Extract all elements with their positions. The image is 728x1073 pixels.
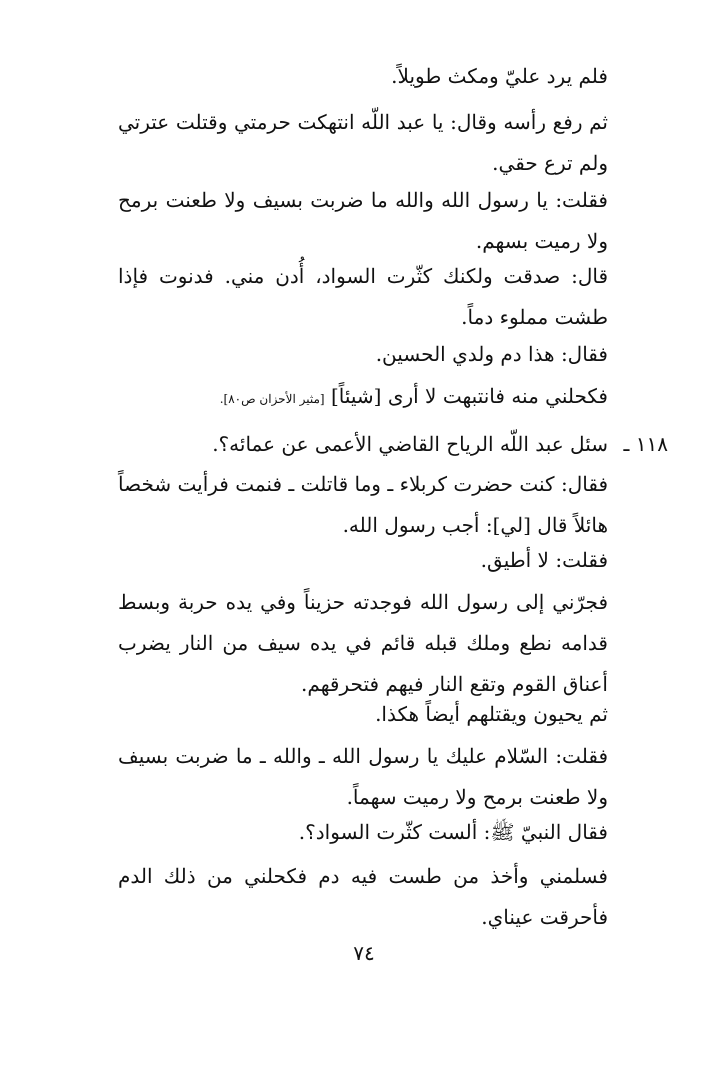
paragraph: فسلمني وأخذ من طست فيه دم فكحلني من ذلك الدم فأحرقت عيناي. [118, 864, 608, 929]
paragraph: فقال النبيّ ﷺ: ألست كثّرت السواد؟. [298, 820, 608, 844]
item-number: ١١٨ ـ [623, 432, 668, 456]
paragraph-with-reference: فكحلني منه فانتبهت لا أرى [شيئاً] [مثير الأحزان ص٨٠]. [219, 384, 608, 408]
paragraph: ثم يحيون ويقتلهم أيضاً هكذا. [375, 702, 608, 726]
paragraph: فجرّني إلى رسول الله فوجدته حزيناً وفي يده حربة وبسط قدامه نطع وملك قبله قائم في يده سيف من النار يضرب أعناق القوم وتقع النار فيهم فتحرقهم. [118, 590, 608, 696]
paragraph: سئل عبد اللّه الرياح القاضي الأعمى عن عمائه؟. [212, 432, 608, 456]
paragraph: قال: صدقت ولكنك كثّرت السواد، أُدن مني. فدنوت فإذا طشت مملوء دماً. [118, 264, 608, 329]
paragraph: فقال: هذا دم ولدي الحسين. [375, 342, 608, 366]
source-reference: [مثير الأحزان ص٨٠]. [219, 392, 325, 406]
paragraph: فقلت: يا رسول الله والله ما ضربت بسيف ولا طعنت برمح ولا رميت بسهم. [118, 188, 608, 253]
paragraph: فقلت: السّلام عليك يا رسول الله ـ والله ـ ما ضربت بسيف ولا طعنت برمح ولا رميت سهماً. [118, 744, 608, 809]
paragraph: فقلت: لا أطيق. [480, 548, 608, 572]
paragraph: فقال: كنت حضرت كربلاء ـ وما قاتلت ـ فنمت فرأيت شخصاً هائلاً قال [لي]: أجب رسول الله. [118, 472, 608, 537]
paragraph: ثم رفع رأسه وقال: يا عبد اللّه انتهكت حرمتي وقتلت عترتي ولم ترع حقي. [118, 110, 608, 175]
page-number: ٧٤ [353, 941, 375, 965]
paragraph: فلم يرد عليّ ومكث طويلاً. [391, 64, 608, 88]
